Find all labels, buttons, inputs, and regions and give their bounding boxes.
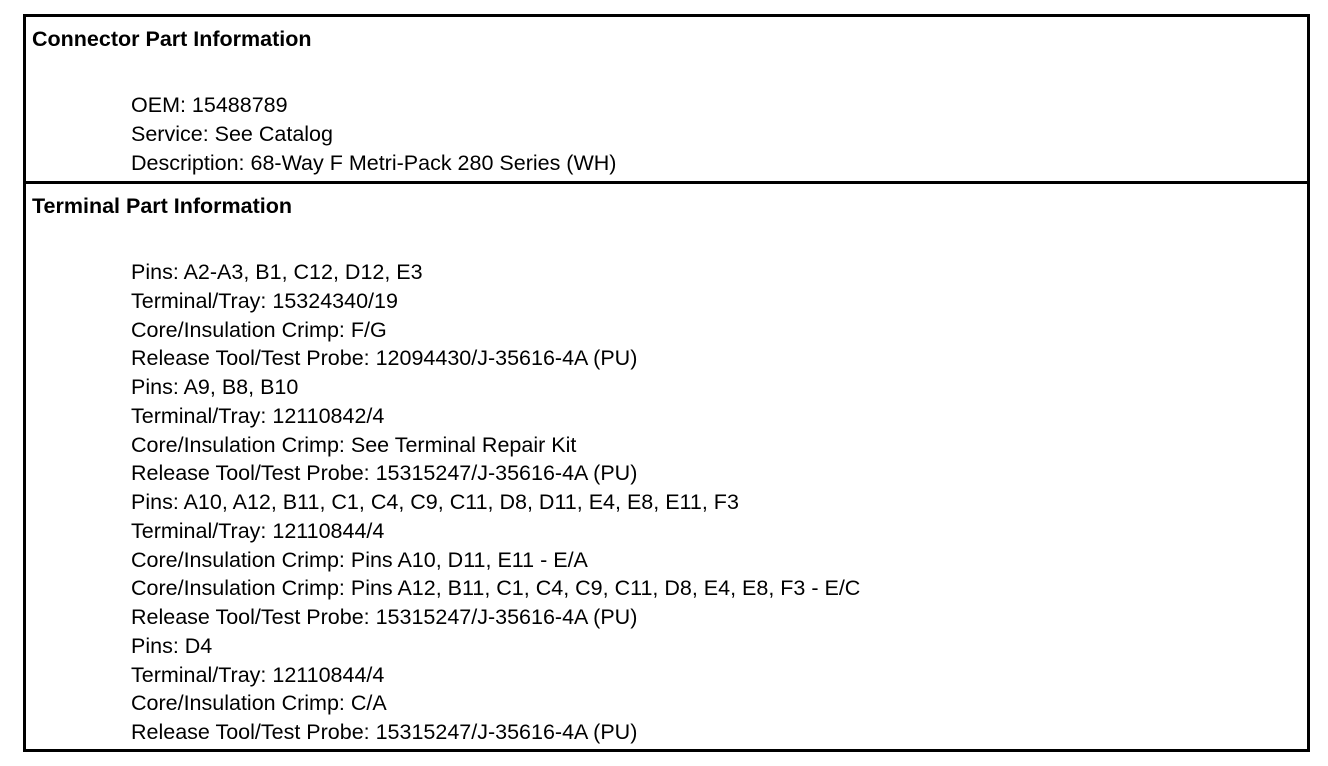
connector-part-lines [131,91,616,177]
terminal-line: Core/Insulation Crimp: Pins A12, B11, C1, C4, C9, C11, D8, E4, E8, F3 - E/C [131,576,861,601]
connector-service-line: Service: See Catalog [131,121,333,146]
terminal-line: Pins: A9, B8, B10 [131,375,299,399]
connector-part-section [26,17,1307,184]
terminal-line: Pins: A2-A3, B1, C12, D12, E3 [131,260,423,284]
terminal-line: Core/Insulation Crimp: F/G [131,317,387,342]
terminal-part-heading: Terminal Part Information [32,194,293,218]
terminal-line: Terminal/Tray: 12110844/4 [131,662,385,687]
terminal-line: Terminal/Tray: 15324340/19 [131,288,398,313]
connector-oem-line: OEM: 15488789 [131,93,288,117]
terminal-line: Pins: D4 [131,633,213,658]
terminal-line: Core/Insulation Crimp: Pins A10, D11, E11 - E/A [131,547,588,572]
terminal-line: Release Tool/Test Probe: 15315247/J-35616-4A (PU) [131,720,638,744]
terminal-line: Release Tool/Test Probe: 15315247/J-35616-4A (PU) [131,461,638,486]
part-information-table [23,14,1310,752]
terminal-line: Terminal/Tray: 12110842/4 [131,403,385,428]
terminal-line: Core/Insulation Crimp: See Terminal Repair Kit [131,432,577,457]
terminal-line: Release Tool/Test Probe: 15315247/J-35616-4A (PU) [131,605,638,629]
terminal-line: Terminal/Tray: 12110844/4 [131,518,385,543]
terminal-line: Pins: A10, A12, B11, C1, C4, C9, C11, D8, D11, E4, E8, E11, F3 [131,490,739,514]
connector-part-heading: Connector Part Information [32,27,312,51]
terminal-part-section [26,184,1307,749]
connector-description-line: Description: 68-Way F Metri-Pack 280 Series (WH) [131,150,617,175]
terminal-line: Core/Insulation Crimp: C/A [131,691,387,716]
terminal-part-lines [131,258,860,747]
terminal-line: Release Tool/Test Probe: 12094430/J-35616-4A (PU) [131,346,638,371]
